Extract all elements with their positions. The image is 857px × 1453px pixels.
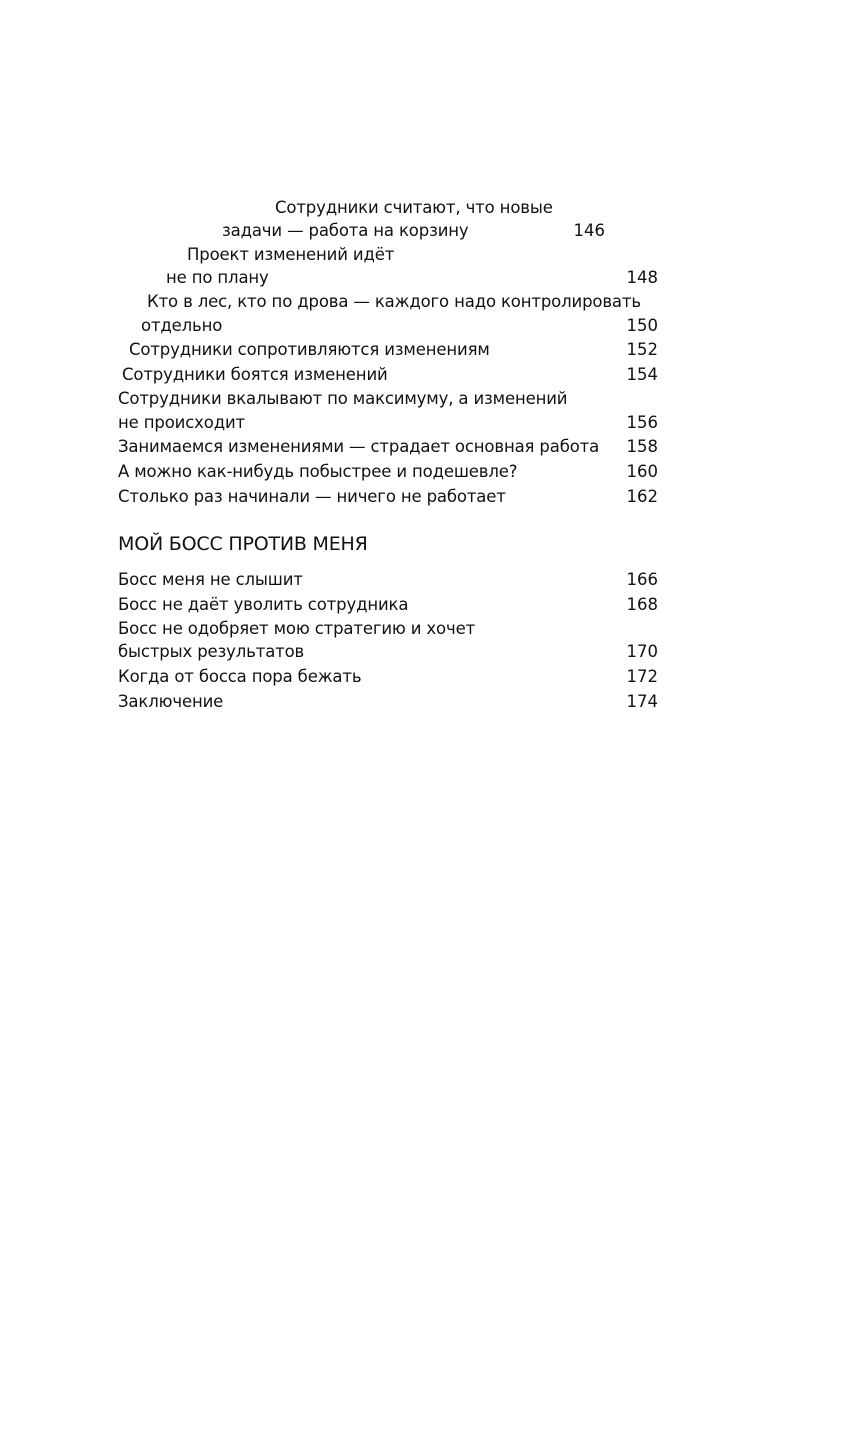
toc-page-number: 174 [626,692,658,711]
toc-entry-title: Кто в лес, кто по дрова — каждого надо контролировать [147,292,641,311]
toc-page-number: 154 [626,365,658,384]
toc-entry-title-cont: не по плану [166,268,269,287]
toc-page-number: 158 [626,437,658,456]
toc-page-number: 162 [626,487,658,506]
toc-entry-title: Босс не одобряет мою стратегию и хочет [118,619,476,638]
toc-entry-title: Столько раз начинали — ничего не работает [118,487,506,506]
toc-page-number: 170 [626,642,658,661]
toc-page-number: 150 [626,316,658,335]
toc-entry-title: Сотрудники вкалывают по максимуму, а изменений [118,389,568,408]
toc-entry-title: Босс не даёт уволить сотрудника [118,595,409,614]
toc-page-number: 148 [626,268,658,287]
toc-page-number: 172 [626,667,658,686]
toc-entry-title-cont: задачи — работа на корзину [222,221,469,240]
toc-entry-title: А можно как-нибудь побыстрее и подешевле? [118,462,518,481]
toc-entry-title: Сотрудники боятся изменений [122,365,388,384]
toc-entry-title: Босс меня не слышит [118,570,303,589]
toc-entry-title: Заключение [118,692,224,711]
section-title: МОЙ БОСС ПРОТИВ МЕНЯ [118,533,368,555]
toc-entry-title-cont: не происходит [118,413,245,432]
toc-entry-title-cont: быстрых результатов [118,642,305,661]
toc-entry-title: Сотрудники сопротивляются изменениям [129,340,490,359]
toc-entry-title: Сотрудники считают, что новые [275,198,553,217]
toc-page-number: 160 [626,462,658,481]
toc-page-number: 146 [573,221,605,240]
toc-entry-title: Когда от босса пора бежать [118,667,362,686]
toc-entry-title: Занимаемся изменениями — страдает основная работа [118,437,600,456]
toc-page-number: 168 [626,595,658,614]
toc-entry-title-cont: отдельно [141,316,223,335]
toc-page-number: 166 [626,570,658,589]
toc-page-number: 156 [626,413,658,432]
toc-entry-title: Проект изменений идёт [187,245,395,264]
toc-page-number: 152 [626,340,658,359]
